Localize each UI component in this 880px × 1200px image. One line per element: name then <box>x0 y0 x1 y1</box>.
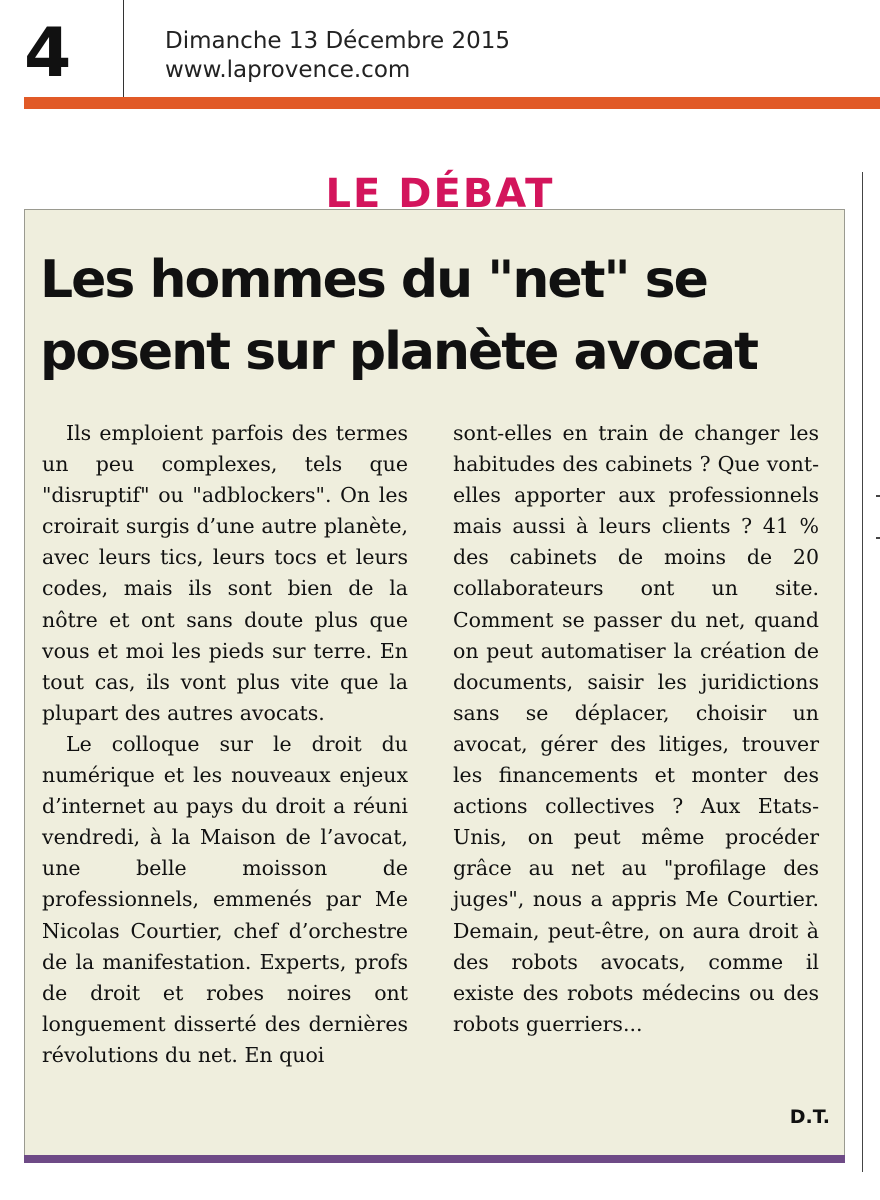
header-rule <box>24 97 880 109</box>
header-divider <box>123 0 124 103</box>
article-column-left <box>42 418 408 1071</box>
headline-line-1: Les hommes du "net" se <box>40 250 707 310</box>
article-column-right <box>453 418 819 1040</box>
right-tick <box>876 495 880 497</box>
paragraph: sont-elles en train de changer les habitudes des cabinets ? Que vont-elles apporter aux professionnels mais aussi à leurs clients ? 41 % des cabinets de moins de 20 collaborateurs ont un site. Comment se passer du net, quand on peut automatiser la création de documents, saisir les juridictions sans se déplacer, choisir un avocat, gérer des litiges, trouver les financements et monter des actions collectives ? Aux Etats-Unis, on peut même procéder grâce au net au "profilage des juges", nous a appris Me Courtier. Demain, peut-être, on aura droit à des robots avocats, comme il existe des robots médecins ou des robots guerriers... <box>453 421 819 1036</box>
page-number: 4 <box>24 14 72 93</box>
right-tick <box>876 537 880 539</box>
paragraph: Ils emploient parfois des termes un peu complexes, tels que "disruptif" ou "adblockers". On les croirait surgis d’une autre planète, avec leurs tics, leurs tocs et leurs codes, mais ils sont bien de la nôtre et ont sans doute plus que vous et moi les pieds sur terre. En tout cas, ils vont plus vite que la plupart des autres avocats. <box>42 421 408 725</box>
website-url: www.laprovence.com <box>165 57 411 83</box>
header-meta <box>165 27 510 85</box>
issue-date: Dimanche 13 Décembre 2015 <box>165 28 511 54</box>
paragraph: Le colloque sur le droit du numérique et les nouveaux enjeux d’internet au pays du droit a réuni vendredi, à la Maison de l’avocat, une belle moisson de professionnels, emmenés par Me Nicolas Courtier, chef d’orchestre de la manifestation. Experts, profs de droit et robes noires ont longuement disserté des dernières révolutions du net. En quoi <box>42 731 408 1067</box>
footer-rule <box>24 1155 845 1163</box>
right-margin-line <box>862 172 863 1172</box>
author-signature: D.T. <box>789 1106 830 1128</box>
headline <box>40 244 850 388</box>
headline-line-2: posent sur planète avocat <box>40 322 757 382</box>
section-kicker: LE DÉBAT <box>325 171 555 217</box>
